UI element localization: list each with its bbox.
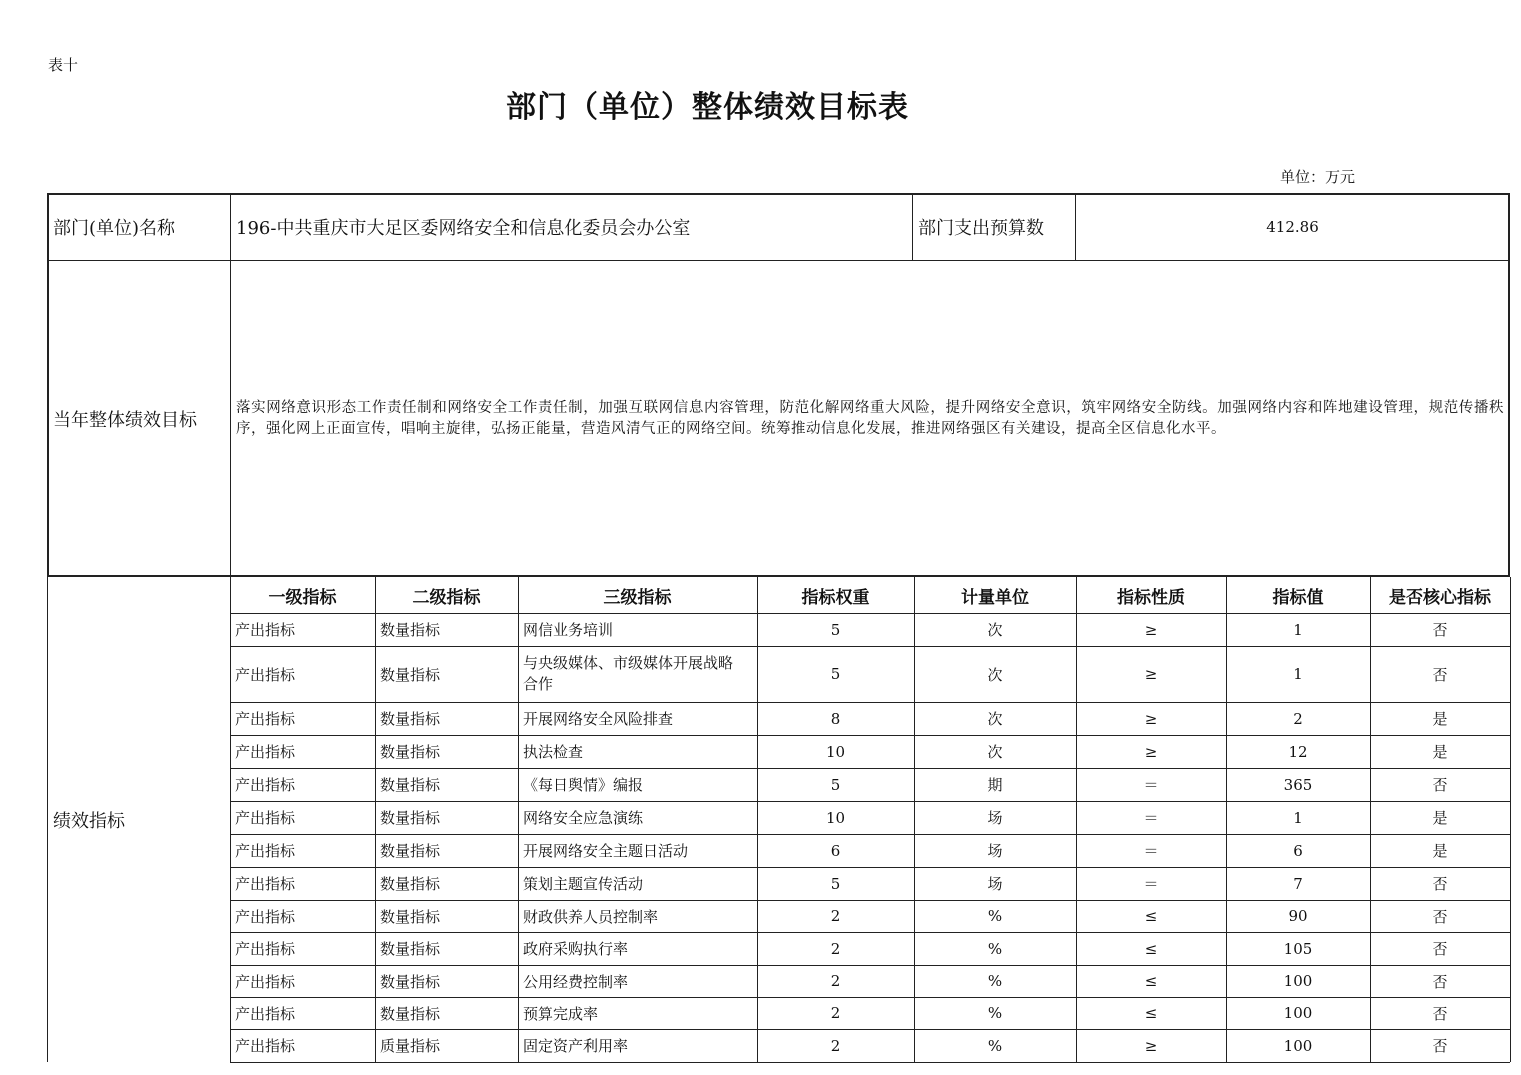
weight-cell: 8 (830, 709, 841, 728)
unit-cell: 次 (987, 621, 1003, 639)
department-name-label: 部门(单位)名称 (53, 217, 176, 239)
weight-cell: 5 (830, 775, 841, 794)
core-cell: 否 (1432, 1004, 1448, 1023)
nature-cell: ≥ (1144, 709, 1158, 728)
unit-cell: 次 (987, 743, 1003, 761)
level2-cell: 数量指标 (380, 809, 441, 827)
weight-cell: 10 (825, 808, 846, 827)
nature-cell: ≤ (1144, 939, 1158, 958)
level3-cell: 网信业务培训 (523, 621, 614, 639)
unit-cell: 次 (987, 665, 1003, 684)
header-level1: 一级指标 (268, 587, 337, 608)
budget-value: 412.86 (1266, 217, 1319, 236)
level1-cell: 产出指标 (235, 907, 296, 926)
level2-cell: 数量指标 (380, 875, 441, 893)
value-cell: 105 (1283, 939, 1313, 958)
value-cell: 365 (1283, 775, 1313, 794)
nature-cell: ≥ (1144, 742, 1158, 761)
header-core: 是否核心指标 (1389, 587, 1491, 608)
core-cell: 是 (1432, 743, 1448, 761)
header-weight: 指标权重 (801, 587, 870, 608)
unit-cell: 场 (987, 842, 1003, 860)
level3-cell: 与央级媒体、市级媒体开展战略合作 (523, 654, 734, 693)
header-level3: 三级指标 (603, 587, 672, 608)
core-cell: 否 (1432, 776, 1448, 794)
core-cell: 否 (1432, 907, 1448, 926)
value-cell: 100 (1283, 1004, 1313, 1022)
value-cell: 7 (1293, 874, 1303, 893)
level1-cell: 产出指标 (235, 972, 296, 991)
weight-cell: 6 (830, 841, 841, 860)
unit-cell: 期 (987, 776, 1003, 794)
weight-cell: 10 (825, 742, 846, 761)
value-cell: 1 (1293, 665, 1303, 683)
level3-cell: 开展网络安全主题日活动 (523, 842, 689, 860)
level1-cell: 产出指标 (235, 940, 296, 958)
nature-cell: ＝ (1143, 809, 1159, 827)
level1-cell: 产出指标 (235, 1037, 296, 1055)
table-number-label: 表十 (48, 56, 79, 74)
core-cell: 否 (1432, 940, 1448, 958)
level1-cell: 产出指标 (235, 1004, 296, 1023)
core-cell: 是 (1432, 710, 1448, 728)
level2-cell: 数量指标 (380, 743, 441, 761)
level1-cell: 产出指标 (235, 743, 296, 761)
column-divider (1510, 577, 1511, 1062)
level2-cell: 数量指标 (380, 940, 441, 958)
value-cell: 12 (1288, 742, 1308, 761)
core-cell: 否 (1432, 621, 1448, 639)
level3-cell: 《每日舆情》编报 (523, 776, 644, 794)
weight-cell: 5 (830, 620, 841, 639)
level3-cell: 政府采购执行率 (523, 940, 629, 958)
department-name-value: 196-中共重庆市大足区委网络安全和信息化委员会办公室 (236, 217, 691, 239)
weight-cell: 2 (830, 972, 841, 990)
level1-cell: 产出指标 (235, 809, 296, 827)
annual-goal-text: 落实网络意识形态工作责任制和网络安全工作责任制，加强互联网信息内容管理，防范化解网络重大风险，提升网络安全意识，筑牢网络安全防线。加强网络内容和阵地建设管理，规范传播秩序，强化网上正面宣传，唱响主旋律，弘扬正能量，营造风清气正的网络空间。统筹推动信息化发展，推进网络强区有关建设，提高全区信息化水平。 (236, 399, 1504, 437)
level2-cell: 质量指标 (380, 1037, 441, 1055)
level1-cell: 产出指标 (235, 621, 296, 639)
level1-cell: 产出指标 (235, 776, 296, 794)
unit-cell: % (987, 972, 1003, 990)
nature-cell: ＝ (1143, 875, 1159, 893)
unit-cell: % (987, 907, 1003, 925)
level2-cell: 数量指标 (380, 907, 441, 926)
unit-cell: % (987, 939, 1003, 958)
core-cell: 否 (1432, 1037, 1448, 1055)
unit-cell: 场 (987, 809, 1003, 827)
weight-cell: 2 (830, 939, 841, 958)
level3-cell: 策划主题宣传活动 (523, 875, 644, 893)
level2-cell: 数量指标 (380, 1004, 441, 1023)
row-divider (230, 1062, 1510, 1063)
level1-cell: 产出指标 (235, 875, 296, 893)
level3-cell: 公用经费控制率 (523, 972, 629, 991)
core-cell: 是 (1432, 809, 1448, 827)
nature-cell: ≤ (1144, 1004, 1158, 1022)
level3-cell: 开展网络安全风险排查 (523, 710, 674, 728)
budget-label: 部门支出预算数 (918, 217, 1044, 239)
value-cell: 90 (1288, 907, 1308, 925)
level3-cell: 财政供养人员控制率 (523, 907, 659, 926)
nature-cell: ＝ (1143, 842, 1159, 860)
page-title: 部门（单位）整体绩效目标表 (506, 90, 909, 125)
nature-cell: ＝ (1143, 776, 1159, 794)
unit-cell: 场 (987, 875, 1003, 893)
nature-cell: ≤ (1144, 907, 1158, 925)
level1-cell: 产出指标 (235, 842, 296, 860)
nature-cell: ≥ (1144, 1036, 1158, 1055)
level3-cell: 执法检查 (523, 743, 584, 761)
annual-goal-label: 当年整体绩效目标 (53, 409, 197, 431)
level2-cell: 数量指标 (380, 621, 441, 639)
core-cell: 否 (1432, 972, 1448, 991)
level1-cell: 产出指标 (235, 710, 296, 728)
level2-cell: 数量指标 (380, 776, 441, 794)
weight-cell: 2 (830, 1036, 841, 1055)
value-cell: 100 (1283, 1036, 1313, 1055)
core-cell: 否 (1432, 875, 1448, 893)
level3-cell: 固定资产利用率 (523, 1037, 629, 1055)
core-cell: 否 (1432, 665, 1448, 684)
unit-cell: % (987, 1004, 1003, 1022)
nature-cell: ≤ (1144, 972, 1158, 990)
nature-cell: ≥ (1144, 665, 1158, 683)
unit-cell: 次 (987, 710, 1003, 728)
header-value: 指标值 (1272, 587, 1324, 608)
unit-note: 单位：万元 (1280, 168, 1356, 186)
level3-cell: 预算完成率 (523, 1004, 599, 1023)
value-cell: 2 (1293, 709, 1303, 728)
performance-indicator-label: 绩效指标 (53, 810, 125, 832)
level3-cell: 网络安全应急演练 (523, 809, 644, 827)
level2-cell: 数量指标 (380, 972, 441, 991)
core-cell: 是 (1432, 842, 1448, 860)
weight-cell: 2 (830, 907, 841, 925)
weight-cell: 5 (830, 665, 841, 683)
header-nature: 指标性质 (1117, 587, 1185, 608)
header-level2: 二级指标 (412, 587, 481, 608)
unit-cell: % (987, 1036, 1003, 1055)
value-cell: 6 (1293, 841, 1303, 860)
level2-cell: 数量指标 (380, 842, 441, 860)
level2-cell: 数量指标 (380, 710, 441, 728)
level1-cell: 产出指标 (235, 665, 296, 684)
value-cell: 1 (1293, 620, 1303, 639)
nature-cell: ≥ (1144, 620, 1158, 639)
value-cell: 1 (1293, 808, 1303, 827)
header-unit: 计量单位 (961, 587, 1029, 608)
value-cell: 100 (1283, 972, 1313, 990)
weight-cell: 2 (830, 1004, 841, 1022)
level2-cell: 数量指标 (380, 665, 441, 684)
weight-cell: 5 (830, 874, 841, 893)
